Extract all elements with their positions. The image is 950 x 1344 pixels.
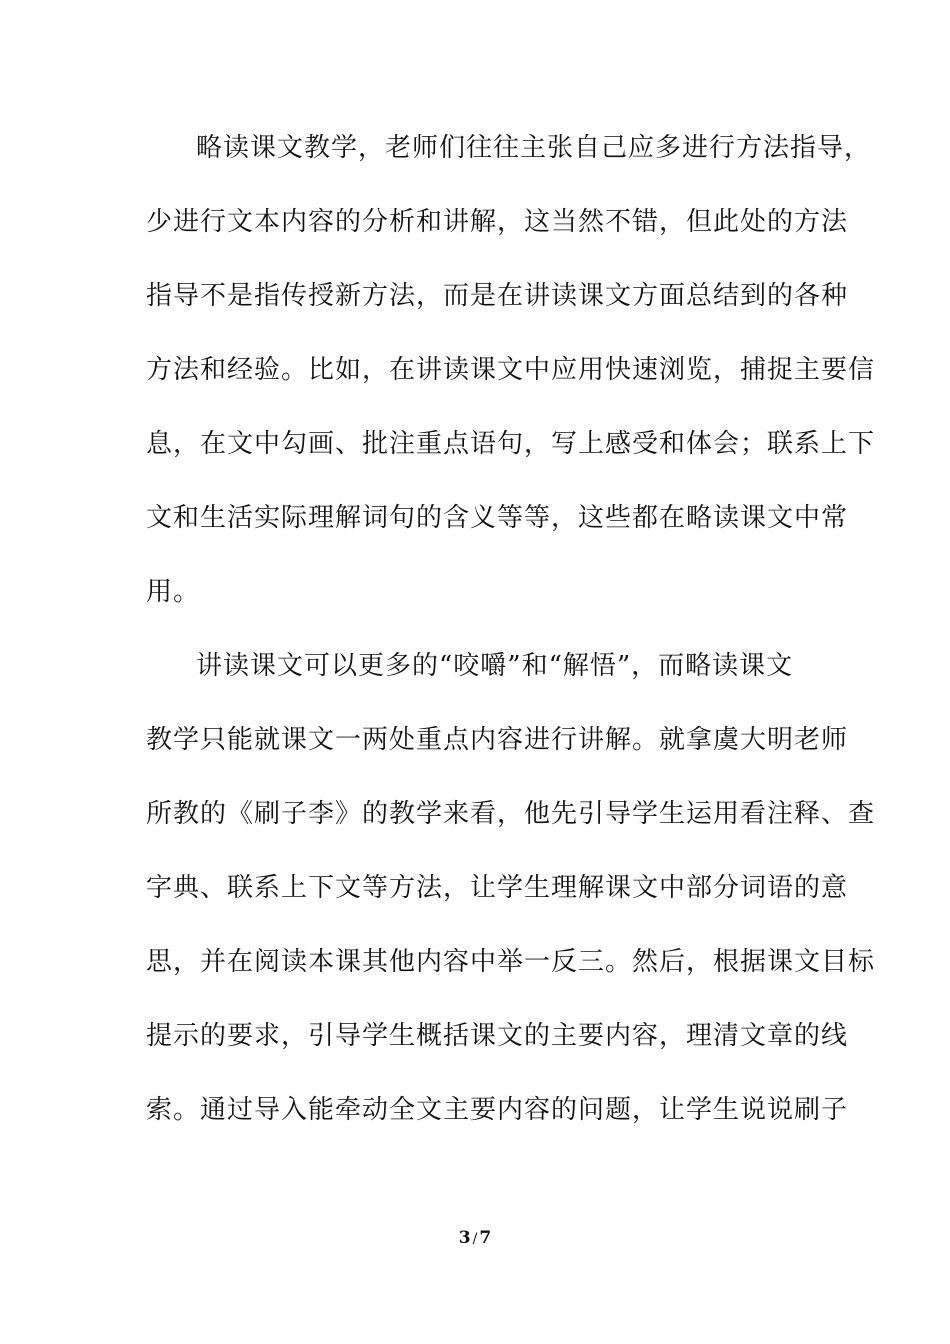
paragraph-1-line-6: 文和生活实际理解词句的含义等等，这些都在略读课文中常 — [146, 503, 849, 533]
page-number-separator: / — [472, 1231, 478, 1247]
paragraph-2-line-6: 提示的要求，引导学生概括课文的主要内容，理清文章的线 — [146, 1021, 849, 1051]
current-page-number: 3 — [458, 1228, 471, 1248]
paragraph-2-line-4: 字典、联系上下文等方法，让学生理解课文中部分词语的意 — [146, 873, 849, 903]
paragraph-1-line-5: 息，在文中勾画、批注重点语句，写上感受和体会；联系上下 — [146, 429, 876, 459]
paragraph-2-line-2: 教学只能就课文一两处重点内容进行讲解。就拿虞大明老师 — [146, 725, 849, 755]
paragraph-2-line-1: 讲读课文可以更多的“咬嚼”和“解悟”，而略读课文 — [196, 651, 794, 681]
page-number-footer — [0, 1226, 950, 1251]
paragraph-1-line-4: 方法和经验。比如，在讲读课文中应用快速浏览，捕捉主要信 — [146, 355, 876, 385]
paragraph-1-line-2: 少进行文本内容的分析和讲解，这当然不错，但此处的方法 — [146, 207, 849, 237]
paragraph-2-line-3: 所教的《刷子李》的教学来看，他先引导学生运用看注释、查 — [146, 799, 876, 829]
paragraph-1-line-1: 略读课文教学，老师们往往主张自己应多进行方法指导， — [196, 133, 872, 163]
total-page-count: 7 — [479, 1228, 492, 1248]
paragraph-1-line-7: 用。 — [146, 577, 201, 607]
paragraph-1-line-3: 指导不是指传授新方法，而是在讲读课文方面总结到的各种 — [146, 281, 849, 311]
paragraph-2-line-5: 思，并在阅读本课其他内容中举一反三。然后，根据课文目标 — [146, 947, 876, 977]
paragraph-2-line-7: 索。通过导入能牵动全文主要内容的问题，让学生说说刷子 — [146, 1095, 849, 1125]
